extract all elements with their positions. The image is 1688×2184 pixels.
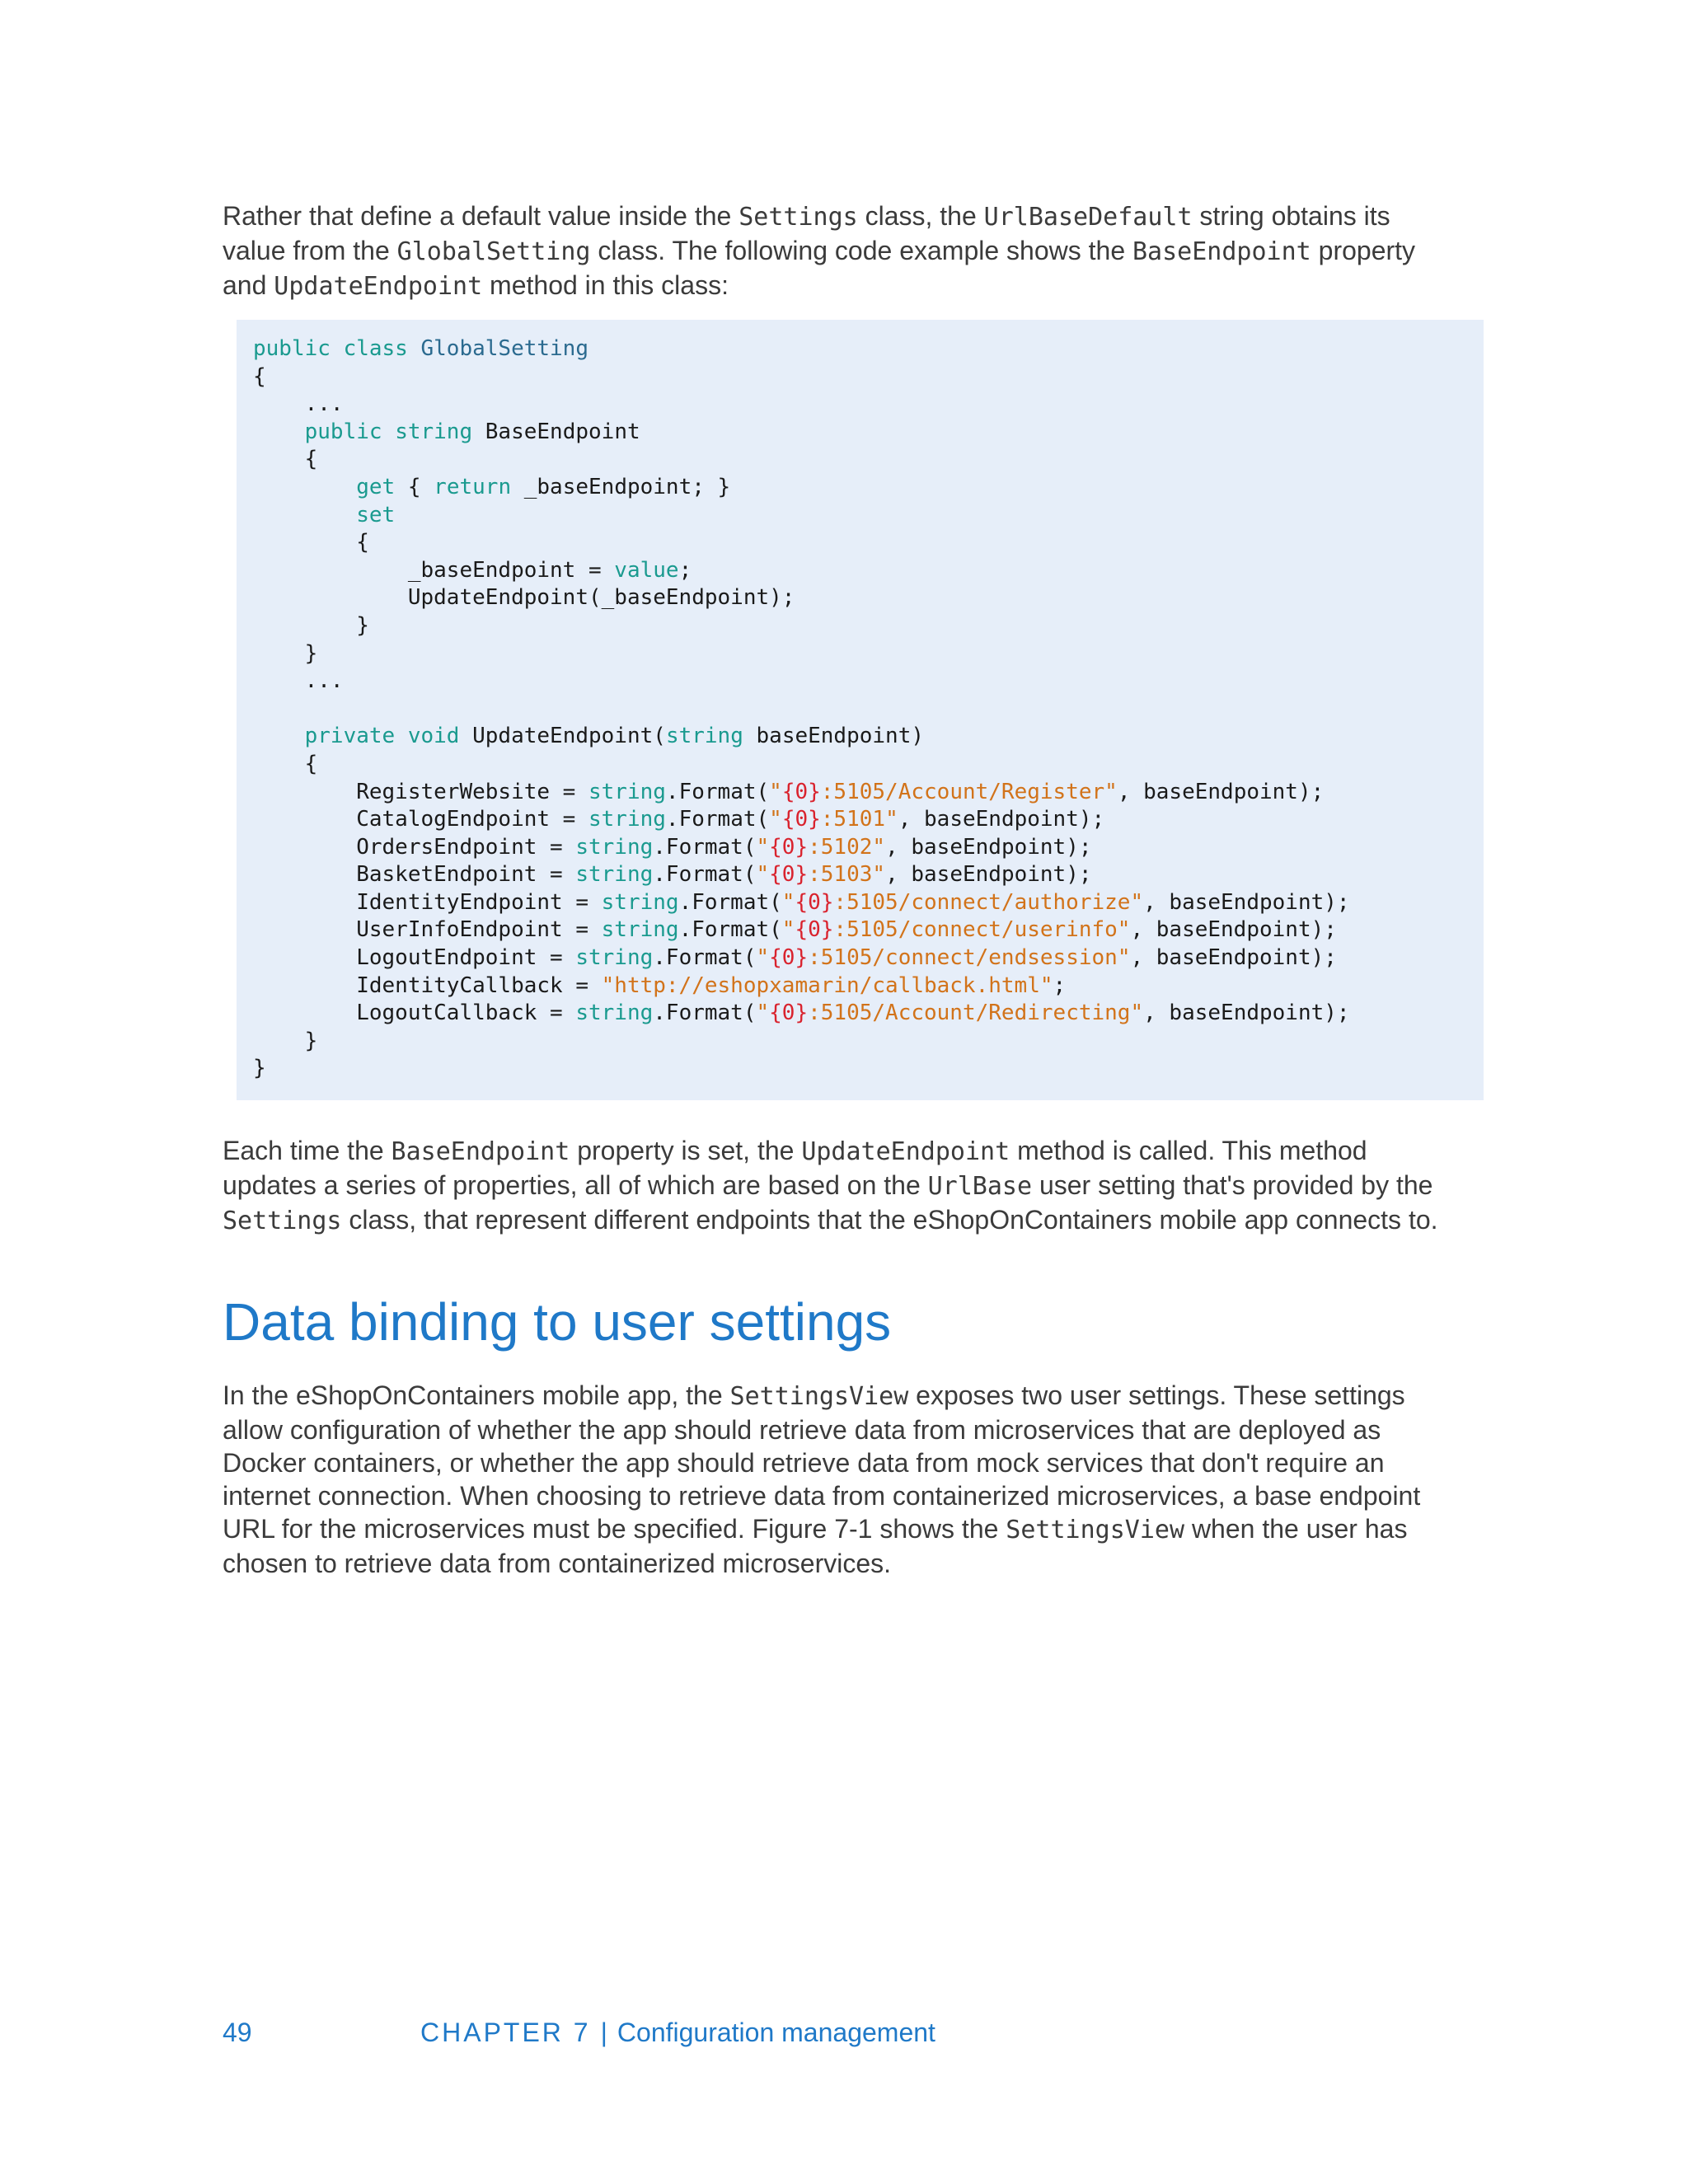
string-literal: :5103 (808, 862, 873, 888)
inline-code: SettingsView (729, 1382, 909, 1411)
format-placeholder: {0} (781, 779, 821, 804)
keyword: string (601, 889, 679, 915)
text: user setting that's provided by the (1032, 1170, 1433, 1200)
code-text: BasketEndpoint = (253, 862, 576, 888)
code-text: { (253, 530, 369, 555)
code-text: } (253, 1028, 318, 1053)
code-text: IdentityCallback = (253, 972, 602, 998)
page-number: 49 (223, 2018, 252, 2047)
code-text: ... (253, 668, 344, 694)
chapter-title: Configuration management (617, 2018, 935, 2047)
code-text: _baseEndpoint; } (511, 474, 731, 499)
text: Rather that define a default value inside the (223, 201, 739, 231)
code-text: _baseEndpoint = (253, 557, 615, 583)
code-text: ... (253, 391, 344, 417)
keyword: public class (253, 336, 421, 361)
string-literal: :5105/Account/Register (820, 779, 1105, 804)
inline-code: UrlBase (927, 1172, 1033, 1201)
code-text: { (253, 447, 318, 472)
code-text: { (253, 363, 266, 389)
format-placeholder: {0} (769, 945, 809, 971)
code-text: LogoutEndpoint = (253, 945, 576, 971)
inline-code: GlobalSetting (396, 237, 591, 266)
code-text: CatalogEndpoint = (253, 807, 588, 832)
keyword: string (575, 945, 654, 971)
code-text: } (253, 1056, 266, 1081)
keyword: string (575, 862, 654, 888)
format-placeholder: {0} (769, 1001, 809, 1026)
string-literal: :5105/connect/authorize (833, 889, 1131, 915)
code-text: } (253, 640, 318, 666)
keyword: return (434, 474, 512, 499)
chapter-footer (420, 2016, 935, 2049)
inline-code: UpdateEndpoint (801, 1137, 1010, 1166)
settings-paragraph (223, 1379, 1459, 1580)
code-text: LogoutCallback = (253, 1001, 576, 1026)
footer-separator: | (600, 2018, 607, 2047)
code-text: BaseEndpoint (485, 419, 640, 444)
inline-code: UpdateEndpoint (274, 272, 483, 301)
keyword: string (588, 807, 666, 832)
string-literal: "http://eshopxamarin/callback.html" (601, 972, 1053, 998)
code-listing: public class GlobalSetting { ... public string BaseEndpoint { get { return _baseEndpoint; } set { _baseEndpoint = value; UpdateEndpoint(_baseEndpoint); } } ... private void UpdateEndpoint(string baseEndpoint) { RegisterWebsite = string.Format("{0}:5105/Account/Register", baseEndpoint); CatalogEndpoint = string.Format("{0}:5101", baseEndpoint); OrdersEndpoint = string.Format("{0}:5102", baseEndpoint); BasketEndpoint = string.Format("{0}:5103", baseEndpoint); IdentityEndpoint = string.Format("{0}:5105/connect/authorize", baseEndpoint); UserInfoEndpoint = string.Format("{0}:5105/connect/userinfo", baseEndpoint); LogoutEndpoint = string.Format("{0}:5105/connect/endsession", baseEndpoint); IdentityCallback = "http://eshopxamarin/callback.html"; LogoutCallback = string.Format("{0}:5105/Account/Redirecting", baseEndpoint); } } (253, 336, 1350, 1081)
inline-code: Settings (223, 1207, 342, 1235)
code-text: UpdateEndpoint(_baseEndpoint); (253, 585, 795, 611)
string-literal: :5105/connect/endsession (808, 945, 1118, 971)
text: class, the (857, 201, 984, 231)
inline-code: SettingsView (1006, 1516, 1185, 1544)
text: string obtains its value from the (223, 201, 1390, 265)
text: class. The following code example shows the (590, 236, 1132, 265)
format-placeholder: {0} (769, 834, 809, 860)
string-literal: :5102 (808, 834, 873, 860)
keyword: set (356, 502, 396, 527)
format-placeholder: {0} (781, 807, 821, 832)
text: method in this class: (482, 270, 729, 300)
text: Each time the (223, 1136, 392, 1165)
string-literal: :5105/Account/Redirecting (808, 1001, 1131, 1026)
string-literal: :5101 (820, 807, 886, 832)
code-text: { (395, 474, 434, 499)
text: property and (223, 236, 1416, 300)
endpoint-paragraph (223, 1134, 1459, 1238)
type-name: GlobalSetting (420, 336, 588, 361)
text: In the eShopOnContainers mobile app, the (223, 1380, 730, 1410)
code-text: UserInfoEndpoint = (253, 917, 602, 943)
chapter-label: CHAPTER 7 (420, 2018, 591, 2047)
keyword: string (588, 779, 666, 804)
keyword: value (614, 557, 679, 583)
text: property is set, the (570, 1136, 802, 1165)
keyword: string (575, 834, 654, 860)
code-text: ; (678, 557, 692, 583)
code-text: baseEndpoint) (743, 724, 925, 749)
keyword: string (575, 1001, 654, 1026)
text: when the user has chosen to retrieve data from containerized microservices. (223, 1514, 1408, 1578)
section-heading: Data binding to user settings (223, 1292, 892, 1352)
text: method is called. This method updates a series of properties, all of which are based on the (223, 1136, 1367, 1200)
code-text: IdentityEndpoint = (253, 889, 602, 915)
intro-paragraph (223, 199, 1459, 303)
string-literal: :5105/connect/userinfo (833, 917, 1118, 943)
format-placeholder: {0} (795, 917, 834, 943)
keyword: private void (304, 724, 473, 749)
text: class, that represent different endpoints that the eShopOnContainers mobile app connects to. (341, 1205, 1438, 1235)
keyword: string (601, 917, 679, 943)
text: exposes two user settings. These settings allow configuration of whether the app should retrieve data from microservices that are deployed as Docker containers, or whether the app should retrieve data from mock services that don't require an internet connection. When choosing to retrieve data from containerized microservices, a base endpoint URL for the microservices must be specified. Figure 7-1 shows the (223, 1380, 1421, 1544)
keyword: public string (304, 419, 485, 444)
code-block (237, 320, 1484, 1100)
inline-code: Settings (738, 203, 858, 232)
code-text: { (253, 751, 318, 776)
inline-code: UrlBaseDefault (983, 203, 1193, 232)
code-text: } (253, 612, 369, 638)
inline-code: BaseEndpoint (1132, 237, 1311, 266)
code-text: UpdateEndpoint( (472, 724, 666, 749)
format-placeholder: {0} (795, 889, 834, 915)
keyword: get (356, 474, 396, 499)
keyword: string (665, 724, 743, 749)
inline-code: BaseEndpoint (391, 1137, 570, 1166)
code-text: OrdersEndpoint = (253, 834, 576, 860)
format-placeholder: {0} (769, 862, 809, 888)
code-text: RegisterWebsite = (253, 779, 588, 804)
